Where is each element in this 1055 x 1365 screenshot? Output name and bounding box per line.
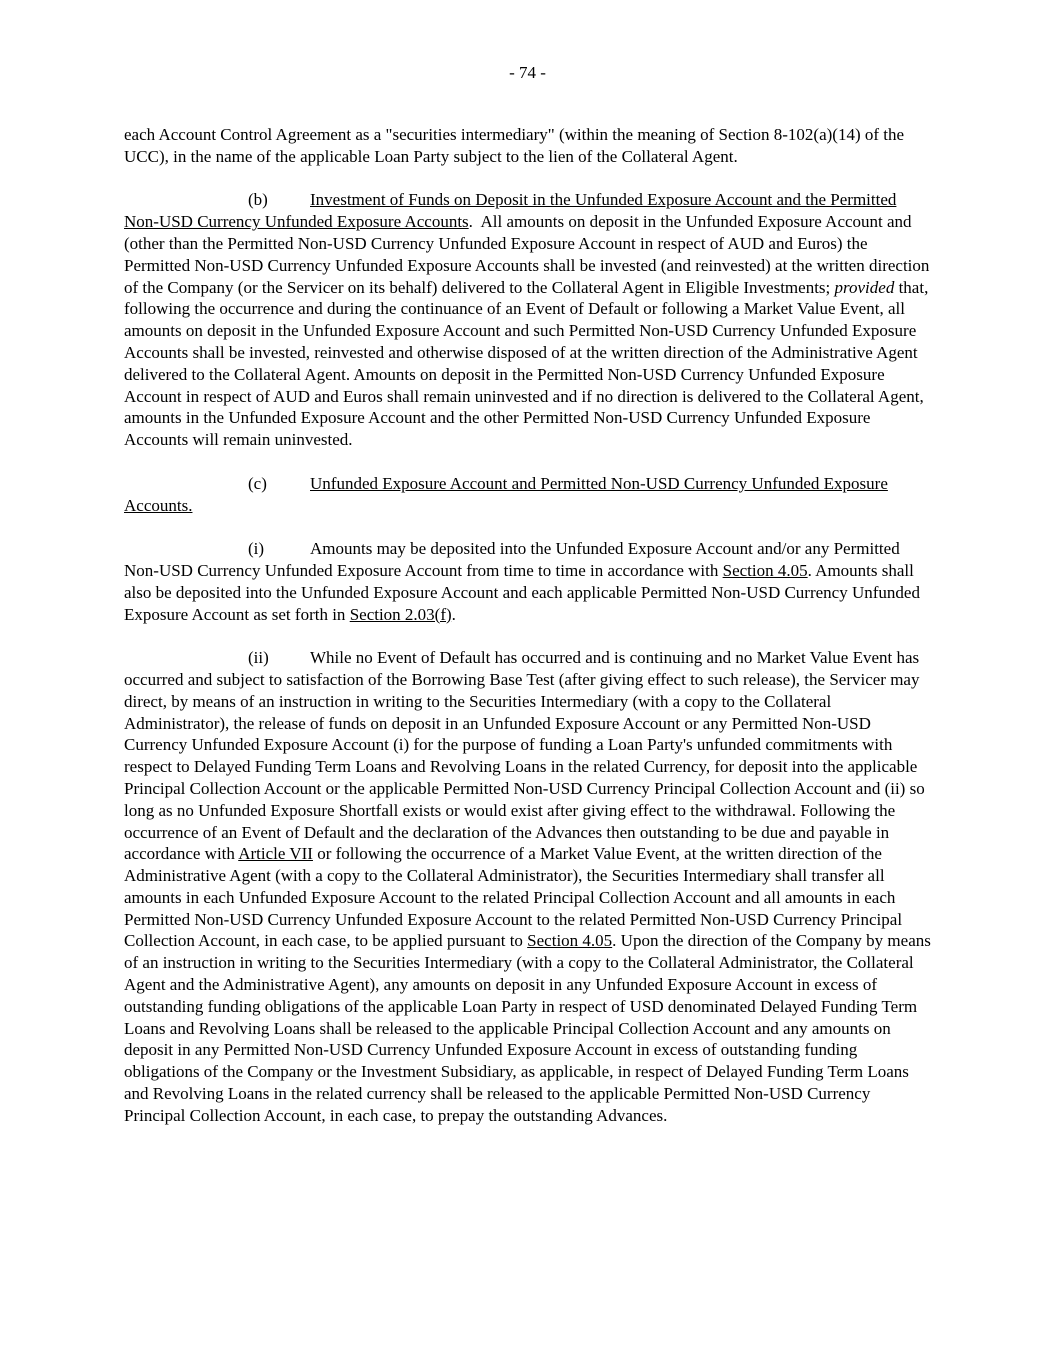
section-b-italic-provided: provided [834,277,895,297]
section-b-text-2: that, following the occurrence and during the continuance of an Event of Default or following a Market Value Event, all amounts on deposit in the Unfunded Exposure Account and such Permitted Non-USD Currency Unfunded Exposure Accounts shall be invested, reinvested and otherwise disposed of at the written direction of the Administrative Agent delivered to the Collateral Agent. Amounts on deposit in the Permitted Non-USD Currency Unfunded Exposure Account in respect of AUD and Euros shall remain uninvested and if no direction is delivered to the Collateral Agent, amounts in the Unfunded Exposure Account and the other Permitted Non-USD Currency Unfunded Exposure Accounts will remain uninvested. [124,277,929,450]
section-c-i-label: (i) [248,539,265,559]
paragraph-section-b [124,189,932,451]
section-c-i-text-2: . Amounts shall also be deposited into the Unfunded Exposure Account and each applicable Permitted Non-USD Currency Unfunded Exposure Account as set forth in [124,560,920,624]
article-vii-reference: Article VII [238,844,313,864]
section-c-heading: Unfunded Exposure Account and Permitted Non-USD Currency Unfunded Exposure Accounts. [124,473,888,515]
page-number: - 74 - [509,63,546,82]
section-4-05-reference-2: Section 4.05 [527,931,613,951]
section-c-i-text-1: Amounts may be deposited into the Unfunded Exposure Account and/or any Permitted Non-USD Currency Unfunded Exposure Account from time to time in accordance with [124,539,900,580]
section-c-ii-text-3: . Upon the direction of the Company by means of an instruction in writing to the Securities Intermediary (with a copy to the Collateral Administrator, the Collateral Agent and the Administrative Agent), any amounts on deposit in any Unfunded Exposure Account in excess of outstanding funding obligations of the applicable Loan Party in respect of USD denominated Delayed Funding Term Loans and Revolving Loans shall be released to the applicable Principal Collection Account and any amounts on deposit in any Permitted Non-USD Currency Unfunded Exposure Account in excess of outstanding funding obligations of the Company or the Investment Subsidiary, as applicable, in respect of Delayed Funding Term Loans and Revolving Loans in the related currency shall be released to the applicable Permitted Non-USD Currency Principal Collection Account, in each case, to prepay the outstanding Advances. [124,931,931,1125]
section-c-ii-label: (ii) [248,648,269,668]
section-b-heading-end: . [468,212,473,232]
section-c-i-text-3: . [451,604,456,624]
section-b-heading: Investment of Funds on Deposit in the Unfunded Exposure Account and the Permitted Non-USD Currency Unfunded Exposure Accounts [124,190,897,232]
section-c-label: (c) [248,473,267,493]
section-c-ii-text-2: or following the occurrence of a Market Value Event, at the written direction of the Administrative Agent (with a copy to the Collateral Administrator), the Securities Intermediary shall transfer all amounts in each Unfunded Exposure Account to the related Principal Collection Account and all amounts in each Permitted Non-USD Currency Unfunded Exposure Account to the related Permitted Non-USD Currency Principal Collection Account, in each case, to be applied pursuant to [124,844,903,951]
section-c-ii-text-1: While no Event of Default has occurred and is continuing and no Market Value Event has occurred and subject to satisfaction of the Borrowing Base Test (after giving effect to such release), the Servicer may direct, by means of an instruction in writing to the Securities Intermediary (with a copy to the Collateral Administrator), the release of funds on deposit in an Unfunded Exposure Account or any Permitted Non-USD Currency Unfunded Exposure Account (i) for the purpose of funding a Loan Party's unfunded commitments with respect to Delayed Funding Term Loans and Revolving Loans in the related Currency, for deposit into the applicable Principal Collection Account or the applicable Permitted Non-USD Currency Principal Collection Account and (ii) so long as no Unfunded Exposure Shortfall exists or would exist after giving effect to the withdrawal. Following the occurrence of an Event of Default and the declaration of the Advances then outstanding to be due and payable in accordance with [124,648,925,864]
section-2-03f-reference: Section 2.03(f) [349,604,452,624]
paragraph-section-c [124,473,932,517]
paragraph-intro [124,124,932,168]
paragraph-section-c-i [124,538,932,625]
paragraph-intro-text: each Account Control Agreement as a "securities intermediary" (within the meaning of Section 8-102(a)(14) of the UCC), in the name of the applicable Loan Party subject to the lien of the Collateral Agent. [124,125,905,166]
paragraph-section-c-ii [124,647,932,1127]
section-b-text-1: All amounts on deposit in the Unfunded Exposure Account and (other than the Permitted Non-USD Currency Unfunded Exposure Account in respect of AUD and Euros) the Permitted Non-USD Currency Unfunded Exposure Accounts shall be invested (and reinvested) at the written direction of the Company (or the Servicer on its behalf) delivered to the Collateral Agent in Eligible Investments; [124,212,930,297]
section-b-label: (b) [248,190,268,210]
section-4-05-reference: Section 4.05 [722,560,808,580]
document-body [124,124,932,1127]
